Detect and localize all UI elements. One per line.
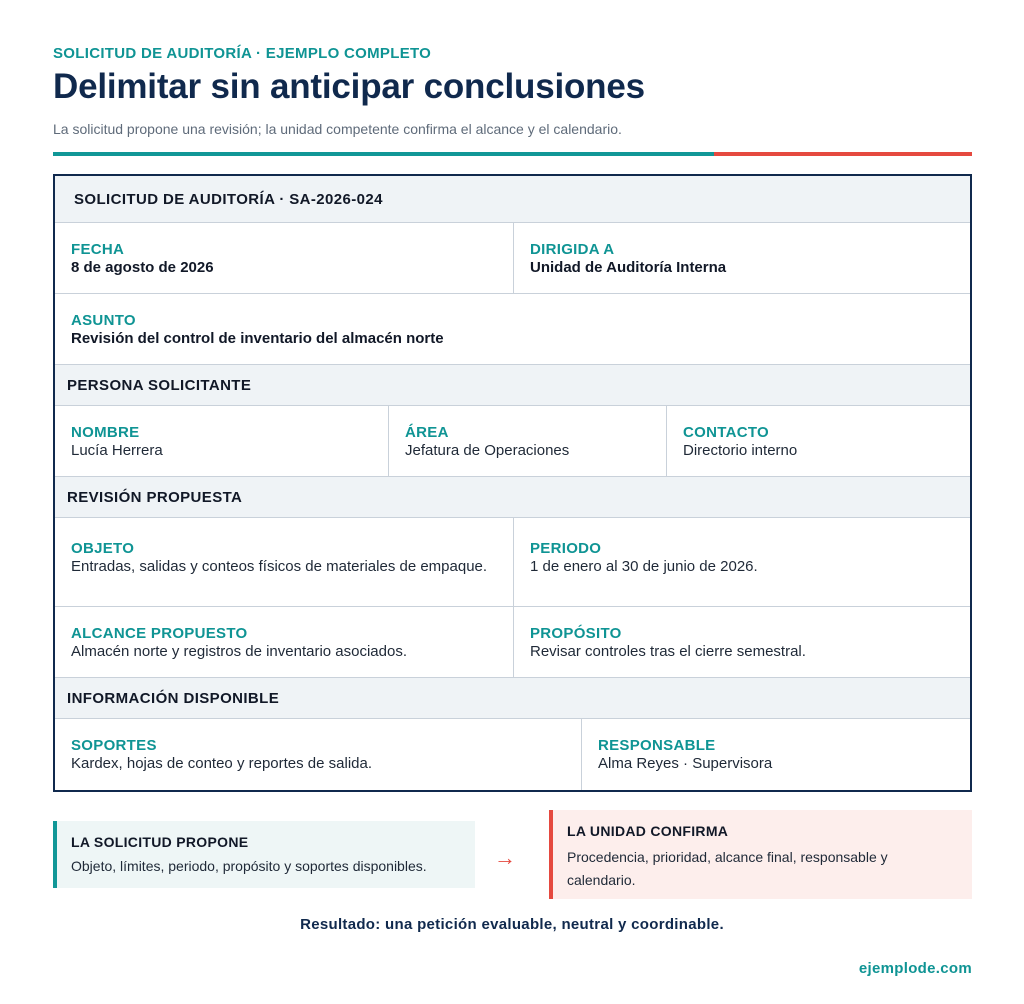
field-area-value: Jefatura de Operaciones bbox=[405, 441, 570, 459]
accent-divider bbox=[53, 152, 972, 156]
field-responsable-label: RESPONSABLE bbox=[598, 737, 716, 754]
field-proposito-value: Revisar controles tras el cierre semestral. bbox=[530, 642, 806, 660]
field-asunto-label: ASUNTO bbox=[71, 311, 136, 329]
field-contacto-value: Directorio interno bbox=[683, 441, 798, 459]
field-periodo-value: 1 de enero al 30 de junio de 2026. bbox=[530, 558, 758, 575]
field-objeto-label: OBJETO bbox=[71, 540, 135, 557]
field-alcance bbox=[55, 607, 513, 677]
section-revision-heading: REVISIÓN PROPUESTA bbox=[55, 477, 970, 518]
section-persona-heading: PERSONA SOLICITANTE bbox=[55, 365, 970, 406]
field-fecha bbox=[55, 223, 513, 293]
confirma-callout bbox=[549, 810, 972, 899]
form-row-asunto bbox=[55, 294, 970, 365]
field-periodo bbox=[513, 518, 970, 606]
propone-callout bbox=[53, 821, 475, 888]
field-fecha-value: 8 de agosto de 2026 bbox=[71, 258, 214, 276]
accent-divider-teal bbox=[53, 152, 714, 156]
field-nombre-value: Lucía Herrera bbox=[71, 441, 163, 459]
propone-text: Objeto, límites, periodo, propósito y soportes disponibles. bbox=[71, 858, 427, 874]
page-eyebrow: SOLICITUD DE AUDITORÍA · EJEMPLO COMPLETO bbox=[53, 45, 432, 62]
form-row-alcance-proposito bbox=[55, 607, 970, 678]
field-contacto bbox=[666, 406, 970, 476]
field-area-label: ÁREA bbox=[405, 423, 449, 441]
form-row-persona bbox=[55, 406, 970, 477]
form-title: SOLICITUD DE AUDITORÍA · SA-2026-024 bbox=[55, 176, 970, 223]
field-dirigida-value: Unidad de Auditoría Interna bbox=[530, 258, 727, 276]
field-alcance-value: Almacén norte y registros de inventario asociados. bbox=[71, 642, 408, 660]
field-responsable bbox=[581, 719, 970, 790]
field-dirigida-label: DIRIGIDA A bbox=[530, 240, 615, 258]
confirma-title: LA UNIDAD CONFIRMA bbox=[567, 823, 729, 839]
arrow-right-icon: → bbox=[494, 845, 516, 870]
page-title: Delimitar sin anticipar conclusiones bbox=[53, 67, 645, 106]
field-dirigida bbox=[513, 223, 970, 293]
field-asunto-value: Revisión del control de inventario del almacén norte bbox=[71, 329, 444, 347]
result-statement: Resultado: una petición evaluable, neutral y coordinable. bbox=[300, 916, 724, 933]
propone-title: LA SOLICITUD PROPONE bbox=[71, 834, 249, 850]
field-responsable-value: Alma Reyes · Supervisora bbox=[598, 755, 773, 772]
footer-brand: ejemplode.com bbox=[858, 960, 972, 977]
field-proposito bbox=[513, 607, 970, 677]
section-info-heading: INFORMACIÓN DISPONIBLE bbox=[55, 678, 970, 719]
request-form-card bbox=[53, 174, 972, 792]
form-row-info bbox=[55, 719, 970, 790]
field-area bbox=[388, 406, 666, 476]
field-contacto-label: CONTACTO bbox=[683, 423, 770, 441]
field-proposito-label: PROPÓSITO bbox=[530, 624, 622, 642]
field-nombre-label: NOMBRE bbox=[71, 423, 140, 441]
field-periodo-label: PERIODO bbox=[530, 540, 602, 557]
field-objeto-value: Entradas, salidas y conteos físicos de materiales de empaque. bbox=[71, 558, 488, 575]
field-soportes bbox=[55, 719, 581, 790]
form-row-fecha-dirigida bbox=[55, 223, 970, 294]
field-soportes-label: SOPORTES bbox=[71, 737, 157, 754]
accent-divider-red bbox=[714, 152, 972, 156]
confirma-text: Procedencia, prioridad, alcance final, responsable y calendario. bbox=[567, 849, 888, 888]
field-asunto bbox=[55, 294, 970, 364]
field-soportes-value: Kardex, hojas de conteo y reportes de salida. bbox=[71, 755, 373, 772]
field-fecha-label: FECHA bbox=[71, 240, 125, 258]
field-alcance-label: ALCANCE PROPUESTO bbox=[71, 624, 248, 642]
field-objeto bbox=[55, 518, 513, 606]
page-subtitle: La solicitud propone una revisión; la unidad competente confirma el alcance y el calendario. bbox=[53, 121, 622, 137]
field-nombre bbox=[55, 406, 388, 476]
form-row-objeto-periodo bbox=[55, 518, 970, 607]
